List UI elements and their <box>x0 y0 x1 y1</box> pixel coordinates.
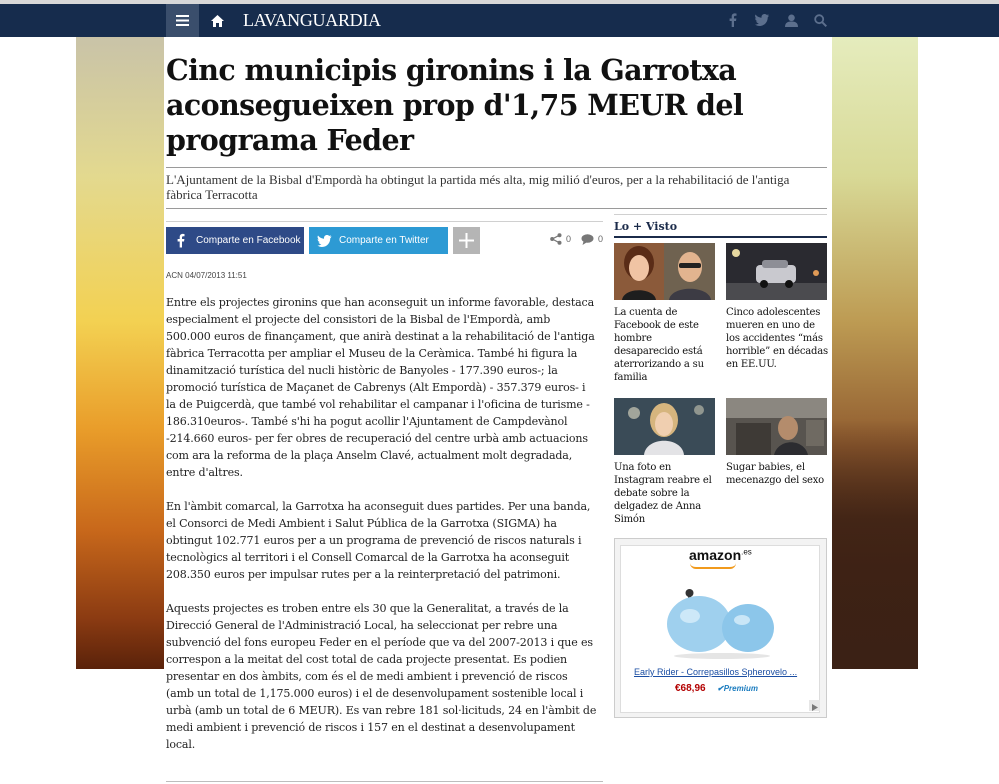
top-navbar <box>0 4 999 37</box>
twitter-icon <box>755 14 769 26</box>
subheadline-divider <box>166 208 827 209</box>
twitter-icon <box>309 227 339 254</box>
share-divider <box>166 221 603 222</box>
home-icon <box>211 15 224 27</box>
amazon-logo-text: amazon <box>689 547 742 563</box>
sidebar-news-image[interactable] <box>726 243 827 300</box>
sidebar-news-image[interactable] <box>726 398 827 455</box>
share-count: 0 <box>566 234 572 244</box>
sidebar-news-image[interactable] <box>614 243 715 300</box>
share-counters <box>550 233 603 245</box>
share-more-button[interactable] <box>453 227 480 254</box>
twitter-nav-button[interactable] <box>753 10 771 30</box>
share-facebook-button[interactable] <box>166 227 304 254</box>
facebook-icon <box>729 13 737 27</box>
facebook-icon <box>166 227 196 254</box>
site-logo[interactable]: LAVANGUARDIA <box>243 10 381 30</box>
article-subheadline: L'Ajuntament de la Bisbal d'Empordà ha obtingut la partida més alta, mig milió d'euros, per a la rehabilitació de l'antiga fàbrica Terracotta <box>166 172 790 202</box>
sidebar-title: Lo + Visto <box>614 220 678 233</box>
user-nav-button[interactable] <box>782 10 800 30</box>
amazon-logo-suffix: .es <box>741 547 752 557</box>
home-button[interactable] <box>201 4 233 37</box>
background-sunset-right <box>832 37 918 669</box>
article-byline: ACN 04/07/2013 11:51 <box>166 271 247 280</box>
sidebar-news-caption[interactable]: Cinco adolescentes mueren en uno de los accidentes “más horrible” en décadas en EE.UU. <box>726 307 828 370</box>
sidebar-top-divider <box>614 214 827 215</box>
article-bottom-divider <box>166 781 603 782</box>
background-sunset-left <box>76 37 164 669</box>
sidebar-news-caption[interactable]: Una foto en Instagram reabre el debate sobre la delgadez de Anna Simón <box>614 462 712 525</box>
article-paragraph: Aquests projectes es troben entre els 30 que la Generalitat, a través de la Direcció General de l'Administració Local, ha seleccionat per rebre una subvenció del fons europeu Feder en el període que va del 2007-2013 i que es correspon a la meitat del cost total de cada projecte presentat. Es podien presentar en dos àmbits, com és el de medi ambient i prevenció de riscos (amb un total de 1,175.000 euros) i el de desenvolupament sostenible local i urbà (amb un total de 6 MEUR). Es van rebre 181 sol·licituds, 24 en l'àmbit de medi ambient i prevenció de riscos i 157 en el destinat a desenvolupament local. <box>166 602 597 751</box>
headline-divider <box>166 167 827 168</box>
article-body <box>166 294 598 770</box>
menu-icon <box>176 15 189 26</box>
amazon-logo[interactable] <box>689 547 752 563</box>
user-icon <box>785 14 798 27</box>
share-facebook-label: Comparte en Facebook <box>196 235 301 246</box>
sidebar-title-underline <box>614 236 827 238</box>
article-paragraph: En l'àmbit comarcal, la Garrotxa ha aconseguit dues partides. Per una banda, el Consorci de Medi Ambient i Salut Pública de la Garrotxa (SIGMA) ha obtingut 102.771 euros per a un programa de prevenció de riscos naturals i tecnològics al territori i el Consell Comarcal de la Garrotxa ha aconseguit 208.350 euros per impulsar rutes per a la reinterpretació del patrimoni. <box>166 500 591 581</box>
menu-button[interactable] <box>166 4 199 37</box>
comment-count: 0 <box>598 234 604 244</box>
share-twitter-label: Comparte en Twitter <box>339 235 429 246</box>
background-city-silhouette <box>832 419 918 669</box>
ad-product-link[interactable]: Early Rider - Correpasillos Spherovelo ... <box>634 667 798 677</box>
search-icon <box>814 14 827 27</box>
share-twitter-button[interactable] <box>309 227 448 254</box>
search-nav-button[interactable] <box>811 10 829 30</box>
product-image[interactable] <box>662 568 780 660</box>
facebook-nav-button[interactable] <box>724 10 742 30</box>
nav-social-icons <box>724 10 829 30</box>
comment-icon[interactable] <box>581 234 594 245</box>
share-icon[interactable] <box>550 233 562 245</box>
sidebar-news-image[interactable] <box>614 398 715 455</box>
ad-choices-icon[interactable] <box>809 700 820 711</box>
ad-prime-badge: ✔Premium <box>717 684 758 693</box>
plus-icon <box>459 233 474 248</box>
article-headline: Cinc municipis gironins i la Garrotxa aconsegueixen prop d'1,75 MEUR del programa Feder <box>166 53 744 157</box>
sidebar-news-caption[interactable]: La cuenta de Facebook de este hombre desaparecido está aterrorizando a su familia <box>614 307 704 383</box>
sidebar-news-caption[interactable]: Sugar babies, el mecenazgo del sexo <box>726 462 824 486</box>
article-paragraph: Entre els projectes gironins que han aconseguit un informe favorable, destaca especialment el projecte del consistori de la Bisbal de l'Empordà, amb 500.000 euros de finançament, que anirà destinat a la rehabilitació de l'antiga fàbrica Terracotta per ampliar el Museu de la Ceràmica. També hi figura la dinamització turística del nucli històric de Banyoles - 177.390 euros-; la promoció turística de Maçanet de Cabrenys (Alt Empordà) - 357.379 euros- i la de Puigcerdà, que també vol rehabilitar el campanar i l'oficina de turisme - 186.310euros-. També s'hi ha pogut acollir l'Ajuntament de Campdevànol -214.660 euros- per fer obres de recuperació del centre urbà amb actuacions com ara la reforma de la plaça Anselm Clavé, actualment molt degradada, entre d'altres. <box>166 296 595 479</box>
ad-price: €68,96 <box>675 683 706 694</box>
